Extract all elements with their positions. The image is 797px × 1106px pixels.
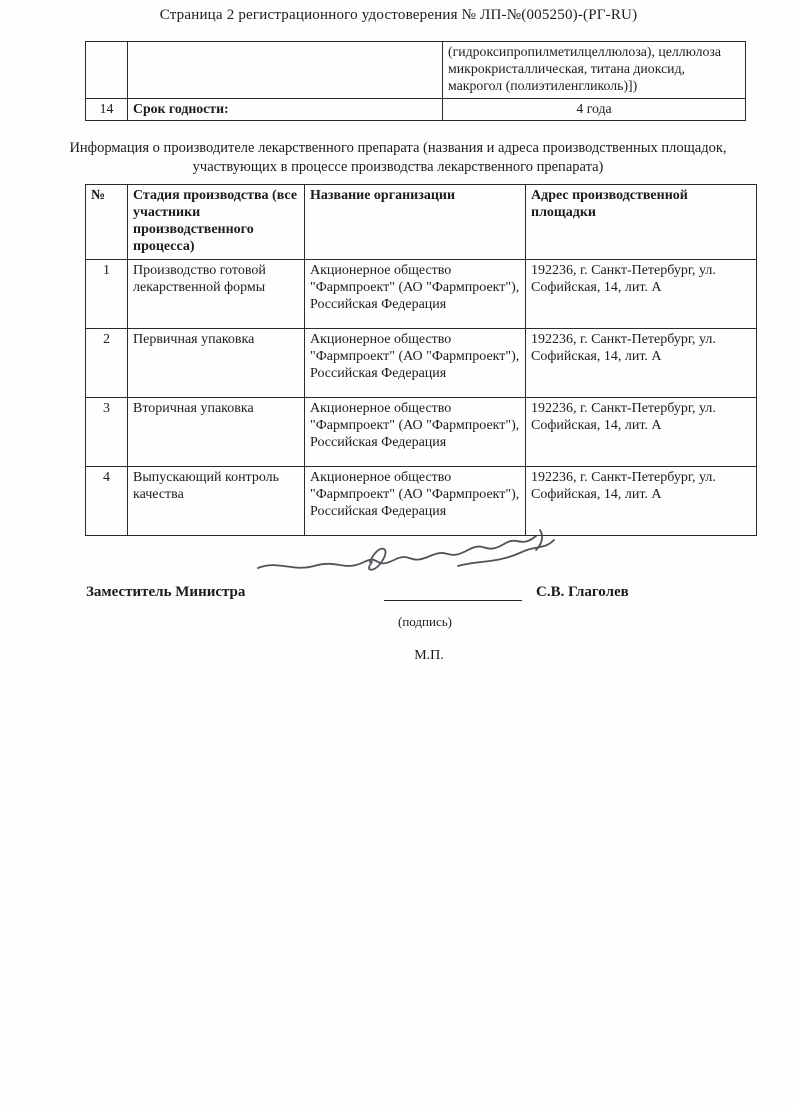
- header-organization: Название организации: [305, 185, 526, 260]
- table-row: [86, 398, 757, 467]
- table-row: [86, 99, 746, 121]
- manufacturer-table: [85, 184, 757, 536]
- signature-caption: (подпись): [398, 614, 452, 629]
- cell-organization: Акционерное общество "Фармпроект" (АО "Фармпроект"), Российская Федерация: [305, 329, 526, 398]
- handwritten-signature: [252, 516, 562, 588]
- header-num: №: [86, 185, 128, 260]
- cell-stage: Производство готовой лекарственной формы: [128, 260, 305, 329]
- cell-address: 192236, г. Санкт-Петербург, ул. Софийская, 14, лит. А: [526, 329, 757, 398]
- table-row: [86, 260, 757, 329]
- cell-organization: Акционерное общество "Фармпроект" (АО "Фармпроект"), Российская Федерация: [305, 398, 526, 467]
- cell-num: 2: [86, 329, 128, 398]
- row-num-cell: 14: [86, 99, 128, 121]
- row-label-cell: [128, 42, 443, 99]
- table-row: [86, 329, 757, 398]
- header-address: Адрес производственной площадки: [526, 185, 757, 260]
- cell-address: 192236, г. Санкт-Петербург, ул. Софийская, 14, лит. А: [526, 467, 757, 536]
- page-header: Страница 2 регистрационного удостоверения № ЛП-№(005250)-(РГ-RU): [159, 7, 638, 23]
- cell-num: 4: [86, 467, 128, 536]
- product-info-table-continuation: [85, 41, 746, 121]
- cell-organization: Акционерное общество "Фармпроект" (АО "Фармпроект"), Российская Федерация: [305, 260, 526, 329]
- cell-stage: Вторичная упаковка: [128, 398, 305, 467]
- signer-title: Заместитель Министра: [86, 584, 246, 600]
- header-stage: Стадия производства (все участники производственного процесса): [128, 185, 305, 260]
- cell-address: 192236, г. Санкт-Петербург, ул. Софийская, 14, лит. А: [526, 260, 757, 329]
- cell-num: 1: [86, 260, 128, 329]
- excipients-continuation-cell: (гидроксипропилметилцеллюлоза), целлюлоза микрокристаллическая, титана диоксид, макрогол (полиэтиленгликоль)]): [443, 42, 746, 99]
- cell-organization: Акционерное общество "Фармпроект" (АО "Фармпроект"), Российская Федерация: [305, 467, 526, 536]
- cell-stage: Выпускающий контроль качества: [128, 467, 305, 536]
- shelf-life-value: 4 года: [443, 99, 746, 121]
- table-header-row: [86, 185, 757, 260]
- signer-name: С.В. Глаголев: [536, 584, 629, 600]
- signature-line: [384, 582, 522, 601]
- cell-stage: Первичная упаковка: [128, 329, 305, 398]
- stamp-placeholder: М.П.: [414, 648, 444, 663]
- shelf-life-label: Срок годности:: [128, 99, 443, 121]
- table-row: [86, 42, 746, 99]
- row-num-cell: [86, 42, 128, 99]
- manufacturer-info-paragraph: Информация о производителе лекарственного препарата (названия и адреса производственных площадок, участвующих в процессе производства лекарственного препарата): [69, 140, 727, 175]
- cell-address: 192236, г. Санкт-Петербург, ул. Софийская, 14, лит. А: [526, 398, 757, 467]
- cell-num: 3: [86, 398, 128, 467]
